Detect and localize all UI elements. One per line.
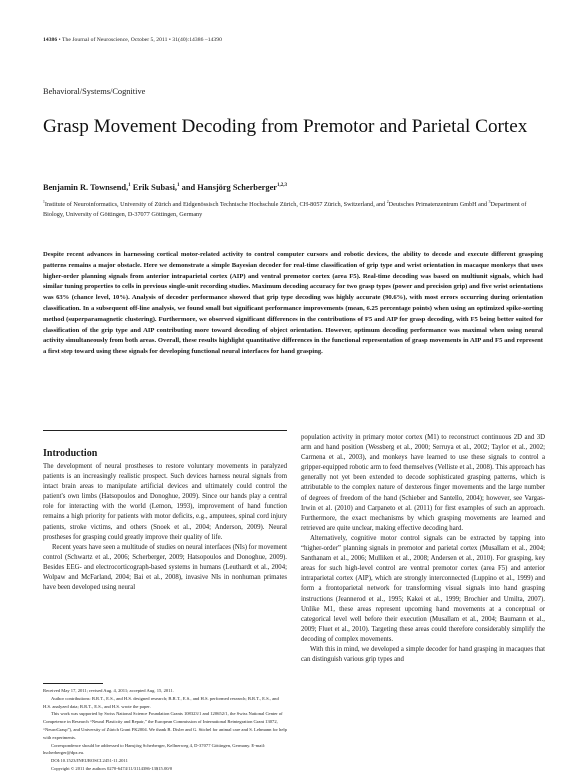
affil-mark: 1 (43, 199, 45, 204)
footnotes (43, 687, 287, 773)
footnote-doi: DOI:10.1523/JNEUROSCI.2451-11.2011 (51, 758, 128, 764)
running-header (43, 37, 222, 43)
footnote-rule (43, 683, 103, 684)
affil-text: Department of Biology, University of Göttingen, D-37077 Göttingen, Germany (43, 201, 527, 219)
author-affil-mark: 1,2,3 (277, 183, 288, 189)
intro-rule (43, 430, 287, 431)
author-affil-mark: 1 (177, 183, 180, 189)
affil-text: Deutsches Primatenzentrum GmbH and (388, 201, 489, 208)
body-paragraph: With this in mind, we developed a simple decoder for hand grasping in macaques that can distinguish various grip types and (301, 645, 545, 664)
author-name: and Hansjörg Scherberger (179, 183, 277, 192)
affil-mark: 3 (488, 199, 491, 204)
footnote-funding: This work was supported by Swiss National Science Foundation Grants 108323/1 and 120652/1, the Swiss National Center of Competence in Research “Neural Plasticity and Repair,” the European Commission of International Reintegration Grant 13072, “NeuroGrasp”), and University of Zürich Grant FK2004. We thank B. Disler and G. Stichel for animal care and S. Lehmann for help with experiments. (43, 711, 287, 740)
footnote-received: Received May 17, 2011; revised Aug. 4, 2011; accepted Aug. 15, 2011. (43, 688, 174, 693)
right-column (301, 433, 545, 665)
footnote-copyright: Copyright © 2011 the authors 0270-6474/11/3114386-13$15.00/0 (51, 765, 173, 771)
section-heading-introduction: Introduction (43, 448, 98, 459)
journal-citation: • The Journal of Neuroscience, October 5, 2011 • 31(40):14386 –14390 (57, 37, 222, 43)
footnote-correspondence: Correspondence should be addressed to Hansjörg Scherberger, Kellnerweg 4, D-37077 Göttingen, Germany. E-mail: hscherberger@dpz.eu. (43, 742, 266, 756)
body-paragraph: Recent years have seen a multitude of studies on neural interfaces (NIs) for movement control (Schwartz et al., 2006; Scherberger, 2009; Hatsopoulos and Donoghue, 2009). Besides EEG- and electrocorticograph-based systems in humans (Leuthardt et al., 2004; Wolpaw and McFarland, 2004; Bai et al., 2008), invasive NIs in nonhuman primates have been developed using neural (43, 543, 287, 592)
affil-text: Institute of Neuroinformatics, University of Zürich and Eidgenössisch Technische Hochschule Zürich, CH-8057 Zürich, Switzerland, and (44, 201, 387, 208)
article-title: Grasp Movement Decoding from Premotor and Parietal Cortex (43, 116, 528, 137)
left-column (43, 447, 287, 593)
affiliations (43, 200, 548, 220)
body-paragraph: The development of neural prostheses to restore voluntary movements in paralyzed patients is an increasingly realistic prospect. Such devices harness neural signals from intact brain areas to manipulate artificial devices and ultimately could control the patient's own limbs (Hatsopoulos and Donoghue, 2009). Since our hands play a central role for interacting with the world (Lemon, 1993), improvement of hand function remains a high priority for patients with motor deficits, e.g., amputees, spinal cord injury patients, stroke victims, and others (Snoek et al., 2004; Anderson, 2009). Neural prostheses for grasping could greatly improve their quality of life. (43, 463, 287, 541)
abstract: Despite recent advances in harnessing cortical motor-related activity to control computer cursors and robotic devices, the ability to decode and execute different grasping patterns remains a major obstacle. Here we demonstrate a simple Bayesian decoder for real-time classification of grip type and wrist orientation in macaque monkeys that uses higher-order planning signals from anterior intraparietal cortex (AIP) and ventral premotor cortex (area F5). Real-time decoding was based on multiunit signals, which had similar tuning properties to cells in previous single-unit recording studies. Maximum decoding accuracy for two grasp types (power and precision grip) and five wrist orientations was 63% (chance level, 10%). Analysis of decoder performance showed that grip type decoding was highly accurate (90.6%), with most errors occurring during orientation classification. In a subsequent off-line analysis, we found small but significant performance improvements (mean, 6.25 percentage points) when using an optimized spike-sorting method (superparamagnetic clustering). Furthermore, we observed significant differences in the contributions of F5 and AIP for grasp decoding, with F5 being better suited for classification of the grip type and AIP contributing more toward decoding of object orientation. However, optimum decoding performance was maximal when using neural activity simultaneously from both areas. Overall, these results highlight quantitative differences in the functional representation of grasp movements in AIP and F5 and represent a first step toward using these signals for developing functional neural interfaces for hand grasping. (43, 251, 543, 356)
page-number: 14386 (43, 37, 58, 43)
section-category: Behavioral/Systems/Cognitive (43, 87, 146, 96)
author-list (43, 183, 287, 192)
body-paragraph: Alternatively, cognitive motor control signals can be extracted by tapping into “higher-order” planning signals in premotor and parietal cortex (Musallam et al., 2004; Santhanam et al., 2006; Mulliken et al., 2008; Andersen et al., 2010). For grasping, key areas for such high-level control are ventral premotor cortex (area F5) and anterior intraparietal cortex (AIP), which are strongly interconnected (Luppino et al., 1999) and form a frontoparietal network for transforming visual signals into hand grasping instructions (Jeannerod et al., 1995; Kakei et al., 1999; Brochier and Umilta, 2007). Unlike M1, these areas represent upcoming hand movements at a conceptual or categorical level well before their execution (Musallam et al., 2004; Baumann et al., 2009; Fluet et al., 2010). Targeting these areas could therefore considerably simplify the decoding of complex movements. (301, 534, 545, 643)
footnote-contributions: Author contributions: B.R.T., E.S., and H.S. designed research; B.R.T., E.S., and H.S. performed research; B.R.T., E.S., and H.S. analyzed data; B.R.T., E.S., and H.S. wrote the paper. (43, 695, 279, 709)
author-affil-mark: 1 (128, 183, 131, 189)
body-paragraph: population activity in primary motor cortex (M1) to reconstruct continuous 2D and 3D arm and hand position (Wessberg et al., 2000; Serruya et al., 2002; Taylor et al., 2002; Carmena et al., 2003), and monkeys have learned to use these signals to control a gripper-equipped robotic arm to feed themselves (Velliste et al., 2008). This approach has generally not yet been extended to decode sophisticated grasping patterns, which is attributable to the complex nature of dexterous finger movements and the large number of degrees of freedom of the hand (Schieber and Santello, 2004); however, see Vargas-Irwin et al. (2010) and Carpaneto et al. (2011) for first examples of such an approach. Furthermore, the exact mechanisms by which grasping movements are learned and retrieved are quite unclear, making effective decoding hard. (301, 434, 545, 532)
affil-mark: 2 (386, 199, 389, 204)
author-name: Erik Subasi, (130, 183, 178, 192)
author-name: Benjamin R. Townsend, (43, 183, 129, 192)
